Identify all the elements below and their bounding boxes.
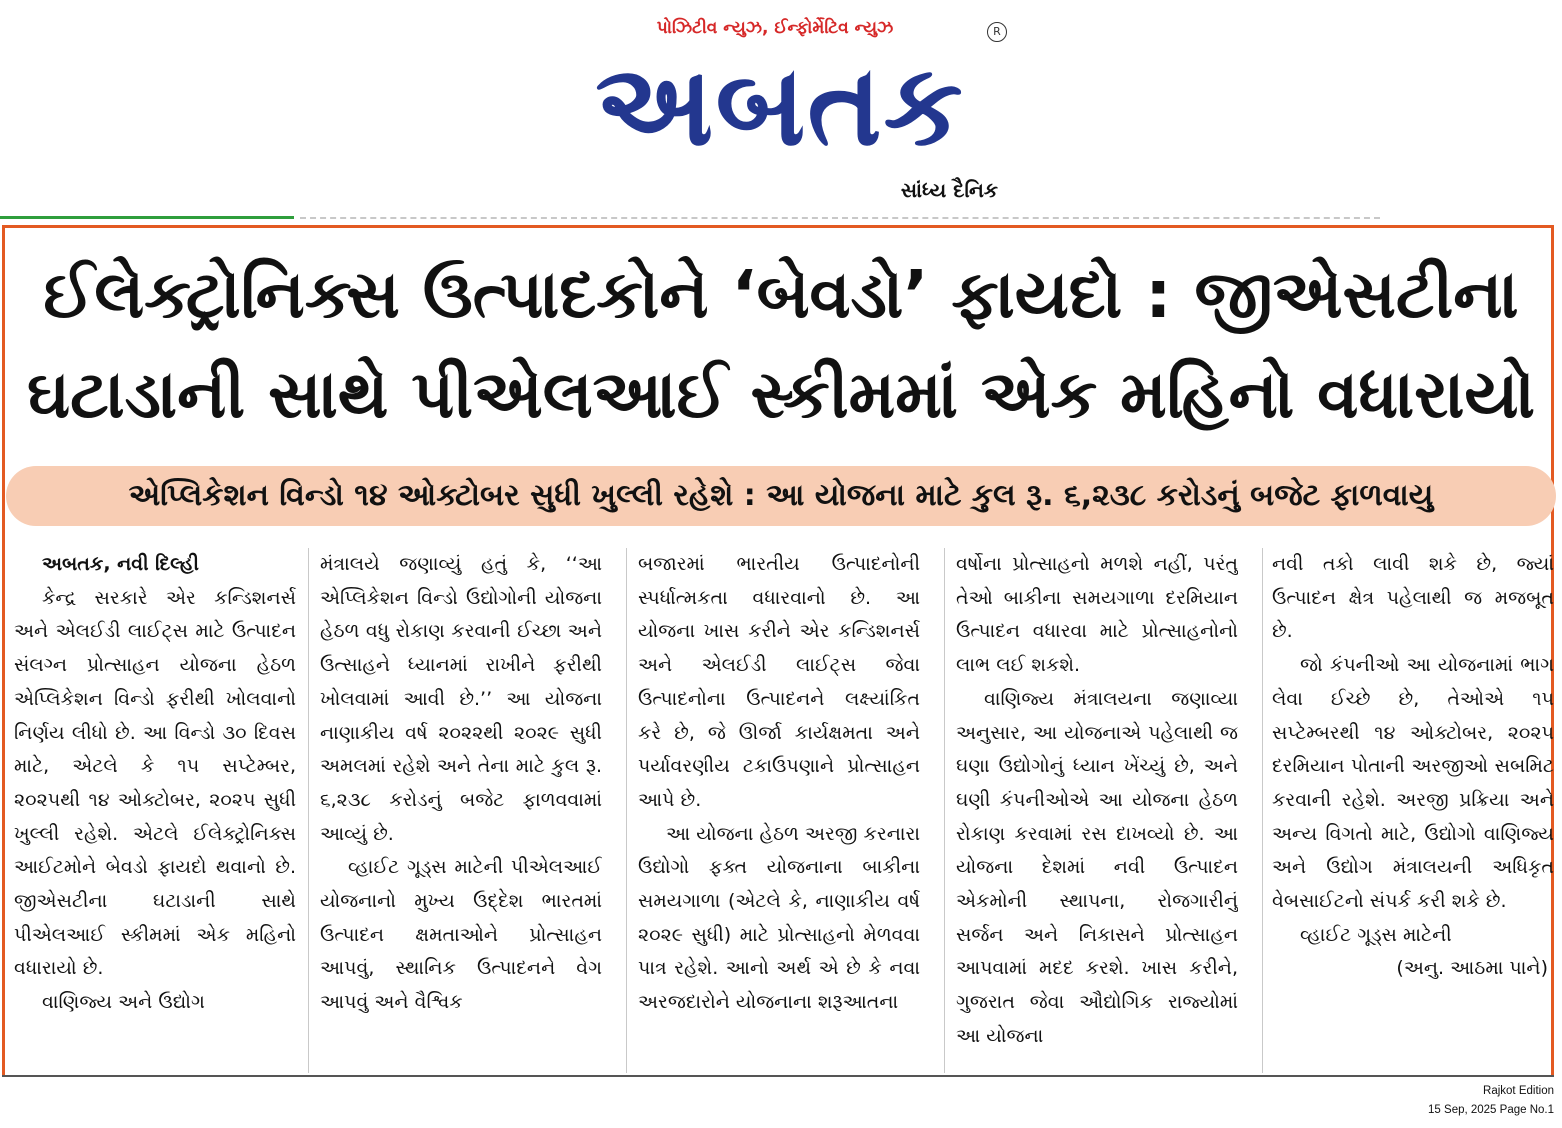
column-3 xyxy=(638,548,920,1073)
column-divider xyxy=(626,548,627,1073)
paragraph: વર્ષોના પ્રોત્સાહનો મળશે નહીં, પરંતુ તેઓ બાકીના સમયગાળા દરમિયાન ઉત્પાદન વધારવા માટે પ્રોત્સાહનોનો લાભ લઈ શકશે. xyxy=(956,553,1238,677)
article-headline xyxy=(20,245,1542,445)
column-divider xyxy=(944,548,945,1073)
column-2 xyxy=(320,548,602,1073)
column-1 xyxy=(14,548,296,1073)
newspaper-logo: અબતક xyxy=(595,41,965,171)
registered-mark-icon: R xyxy=(987,22,1007,42)
headline-line-2: ઘટાડાની સાથે પીએલઆઈ સ્કીમમાં એક મહિનો વધારાયો xyxy=(27,356,1535,433)
masthead xyxy=(0,0,1562,225)
headline-line-1: ઈલેક્ટ્રોનિક્સ ઉત્પાદકોને ‘બેવડો’ ફાયદો : જીએસટીના xyxy=(43,256,1519,333)
page-footer xyxy=(1428,1082,1554,1120)
article-body xyxy=(14,548,1554,1073)
paragraph: નવી તકો લાવી શકે છે, જ્યાં ઉત્પાદન ક્ષેત્ર પહેલાથી જ મજબૂત છે. xyxy=(1272,553,1554,643)
column-divider xyxy=(308,548,309,1073)
paragraph: બજારમાં ભારતીય ઉત્પાદનોની સ્પર્ધાત્મકતા વધારવાનો છે. આ યોજના ખાસ કરીને એર કન્ડિશનર્સ અને એલઈડી લાઈટ્સ જેવા ઉત્પાદનોના ઉત્પાદનને લક્ષ્યાંકિત કરે છે, જે ઊર્જા કાર્યક્ષમતા અને પર્યાવરણીય ટકાઉપણાને પ્રોત્સાહન આપે છે. xyxy=(638,553,920,811)
paragraph: વાણિજ્ય અને ઉદ્યોગ xyxy=(42,991,205,1014)
bottom-rule xyxy=(2,1075,1554,1077)
paragraph: વ્હાઈટ ગૂડ્સ માટેની પીએલઆઈ યોજનાનો મુખ્ય ઉદ્દેશ ભારતમાં ઉત્પાદન ક્ષમતાઓને પ્રોત્સાહન આપવું, સ્થાનિક ઉત્પાદનને વેગ આપવું અને વૈશ્વિક xyxy=(320,856,602,1014)
paragraph: વાણિજ્ય મંત્રાલયના જણાવ્યા અનુસાર, આ યોજનાએ પહેલાથી જ ઘણા ઉદ્યોગોનું ધ્યાન ખેંચ્યું છે, અને ઘણી કંપનીઓએ આ યોજના હેઠળ રોકાણ કરવામાં રસ દાખવ્યો છે. આ યોજના દેશમાં નવી ઉત્પાદન એકમોની સ્થાપના, રોજગારીનું સર્જન અને નિકાસને પ્રોત્સાહન આપવામાં મદદ કરશે. ખાસ કરીને, ગુજરાત જેવા ઔદ્યોગિક રાજ્યોમાં આ યોજના xyxy=(956,687,1238,1047)
column-5 xyxy=(1272,548,1554,1073)
footer-edition: Rajkot Edition xyxy=(1483,1085,1554,1097)
paragraph: જો કંપનીઓ આ યોજનામાં ભાગ લેવા ઈચ્છે છે, તેઓએ ૧૫ સપ્ટેમ્બરથી ૧૪ ઓક્ટોબર, ૨૦૨૫ દરમિયાન પોતાની અરજીઓ સબમિટ કરવાની રહેશે. અરજી પ્રક્રિયા અને અન્ય વિગતો માટે, ઉદ્યોગો વાણિજ્ય અને ઉદ્યોગ મંત્રાલયની અધિકૃત વેબસાઈટનો સંપર્ક કરી શકે છે. xyxy=(1272,654,1554,913)
continued-note: (અનુ. આઠમા પાને) xyxy=(1396,957,1548,980)
masthead-tagline: પોઝિટીવ ન્યુઝ, ઈન્ફોર્મેટિવ ન્યુઝ xyxy=(656,18,894,38)
dateline: અબતક, નવી દિલ્હી xyxy=(42,553,199,575)
paragraph: વ્હાઈટ ગૂડ્સ માટેની xyxy=(1300,923,1452,946)
column-divider xyxy=(1262,548,1263,1073)
footer-date-page: 15 Sep, 2025 Page No.1 xyxy=(1428,1104,1554,1116)
paragraph: આ યોજના હેઠળ અરજી કરનારા ઉદ્યોગો ફક્ત યોજનાના બાકીના સમયગાળા (એટલે કે, નાણાકીય વર્ષ ૨૦૨૯ સુધી) માટે પ્રોત્સાહનો મેળવવા પાત્ર રહેશે. આનો અર્થ એ છે કે નવા અરજદારોને યોજનાના શરૂઆતના xyxy=(638,822,920,1014)
masthead-rule-dashed xyxy=(300,217,1380,220)
paragraph: કેન્દ્ર સરકારે એર કન્ડિશનર્સ અને એલઈડી લાઈટ્સ માટે ઉત્પાદન સંલગ્ન પ્રોત્સાહન યોજના હેઠળ એપ્લિકેશન વિન્ડો ફરીથી ખોલવાનો નિર્ણય લીધો છે. આ વિન્ડો ૩૦ દિવસ માટે, એટલે કે ૧૫ સપ્ટેમ્બર, ૨૦૨૫થી ૧૪ ઓક્ટોબર, ૨૦૨૫ સુધી ખુલ્લી રહેશે. એટલે ઈલેક્ટ્રોનિક્સ આઈટમોને બેવડો ફાયદો થવાનો છે. જીએસટીના ઘટાડાની સાથે પીએલઆઈ સ્કીમમાં એક મહિનો વધારાયો છે. xyxy=(14,586,296,980)
edition-label: સાંધ્ય દૈનિક xyxy=(900,178,998,202)
article-subhead: એપ્લિકેશન વિન્ડો ૧૪ ઓક્ટોબર સુધી ખુલ્લી રહેશે : આ યોજના માટે કુલ રૂ. ૬,૨૩૮ કરોડનું બજેટ ફાળવાયુ xyxy=(6,466,1556,526)
column-4 xyxy=(956,548,1238,1073)
masthead-rule-green xyxy=(0,216,294,219)
paragraph: મંત્રાલયે જણાવ્યું હતું કે, ‘‘આ એપ્લિકેશન વિન્ડો ઉદ્યોગોની યોજના હેઠળ વધુ રોકાણ કરવાની ઈચ્છા અને ઉત્સાહને ધ્યાનમાં રાખીને ફરીથી ખોલવામાં આવી છે.’’ આ યોજના નાણાકીય વર્ષ ૨૦૨૨થી ૨૦૨૯ સુધી અમલમાં રહેશે અને તેના માટે કુલ રૂ. ૬,૨૩૮ કરોડનું બજેટ ફાળવવામાં આવ્યું છે. xyxy=(320,553,602,845)
